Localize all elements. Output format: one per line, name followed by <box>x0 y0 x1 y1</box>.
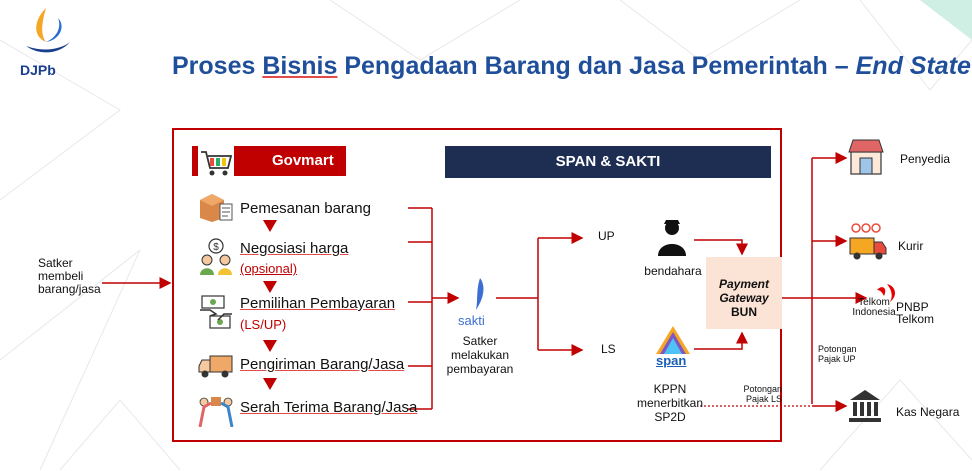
sakti-caption-line: melakukan <box>450 348 510 362</box>
courier-truck-icon <box>848 222 888 262</box>
output-trunk <box>782 158 812 404</box>
payment-choice-icon <box>198 294 234 332</box>
negotiation-icon <box>198 238 234 276</box>
pnbp-line: Telkom <box>896 312 935 326</box>
order-box-icon <box>198 190 234 224</box>
potongan-ls-label <box>742 384 782 404</box>
satker-label-line: barang/jasa <box>38 282 101 296</box>
bendahara-label: bendahara <box>644 264 702 278</box>
sakti-caption <box>440 334 520 376</box>
logo-text: DJPb <box>20 62 56 78</box>
down-arrow-icon <box>263 220 277 232</box>
sakti-logo-icon <box>468 278 490 312</box>
bank-building-icon <box>848 388 882 424</box>
handover-icon <box>198 393 234 427</box>
step-negosiasi: Negosiasi harga <box>240 240 349 257</box>
output-kas-negara: Kas Negara <box>896 405 960 419</box>
sakti-caption-line: pembayaran <box>446 362 514 376</box>
kppn-caption-line: KPPN <box>653 382 687 396</box>
sakti-caption-line: Satker <box>462 334 498 348</box>
payment-gateway-line: Gateway <box>719 291 769 305</box>
title-part: Bisnis <box>262 52 338 80</box>
span-sakti-label: SPAN & SAKTI <box>555 153 661 170</box>
span-logo-text: span <box>656 353 687 368</box>
shopping-cart-icon <box>198 146 234 178</box>
djpb-logo-icon <box>20 6 72 62</box>
output-pnbp <box>896 301 934 325</box>
branch-up-label: UP <box>598 229 615 243</box>
store-icon <box>848 138 884 176</box>
potongan-up-line: Pajak UP <box>818 354 856 364</box>
satker-label <box>38 257 101 296</box>
kppn-caption <box>630 382 710 424</box>
payment-gateway-line: BUN <box>731 305 757 319</box>
svg-text:$: $ <box>213 242 219 253</box>
span-logo-icon <box>656 326 690 356</box>
sakti-logo-text: sakti <box>458 313 485 328</box>
telkom-logo-line: Indonesia <box>852 307 896 318</box>
title-part: Pengadaan Barang dan Jasa Pemerintah – <box>337 52 856 80</box>
page-title <box>172 52 971 81</box>
down-arrow-icon <box>263 340 277 352</box>
step-serah-terima: Serah Terima Barang/Jasa <box>240 399 418 416</box>
payment-gateway-line: Payment <box>718 277 770 291</box>
govmart-label: Govmart <box>272 152 334 169</box>
title-part: Proses <box>172 52 263 80</box>
step-negosiasi-note: (opsional) <box>240 261 298 276</box>
title-part: End State <box>855 52 971 80</box>
potongan-up-label <box>818 344 857 364</box>
step-pemilihan: Pemilihan Pembayaran <box>240 295 396 312</box>
potongan-ls-line: Potongan <box>743 384 782 394</box>
pnbp-line: PNBP <box>896 300 929 314</box>
delivery-truck-icon <box>198 350 236 382</box>
output-kurir: Kurir <box>898 239 924 253</box>
payment-gateway-label <box>706 277 782 319</box>
kppn-caption-line: menerbitkan <box>636 396 704 410</box>
output-penyedia: Penyedia <box>900 152 951 166</box>
potongan-up-line: Potongan <box>818 344 857 354</box>
branch-ls-label: LS <box>601 342 616 356</box>
telkom-logo-line: Telkom <box>858 297 890 308</box>
down-arrow-icon <box>263 378 277 390</box>
down-arrow-icon <box>263 281 277 293</box>
satker-label-line: Satker <box>38 256 73 270</box>
step-pemesanan: Pemesanan barang <box>240 200 371 217</box>
telkom-logo-text <box>846 298 902 318</box>
bendahara-person-icon <box>656 218 688 258</box>
satker-label-line: membeli <box>38 269 84 283</box>
corner-accent <box>920 0 972 40</box>
step-pemilihan-note: (LS/UP) <box>240 317 287 332</box>
step-pengiriman: Pengiriman Barang/Jasa <box>240 356 405 373</box>
potongan-ls-line: Pajak LS <box>745 394 782 404</box>
kppn-caption-line: SP2D <box>654 410 686 424</box>
